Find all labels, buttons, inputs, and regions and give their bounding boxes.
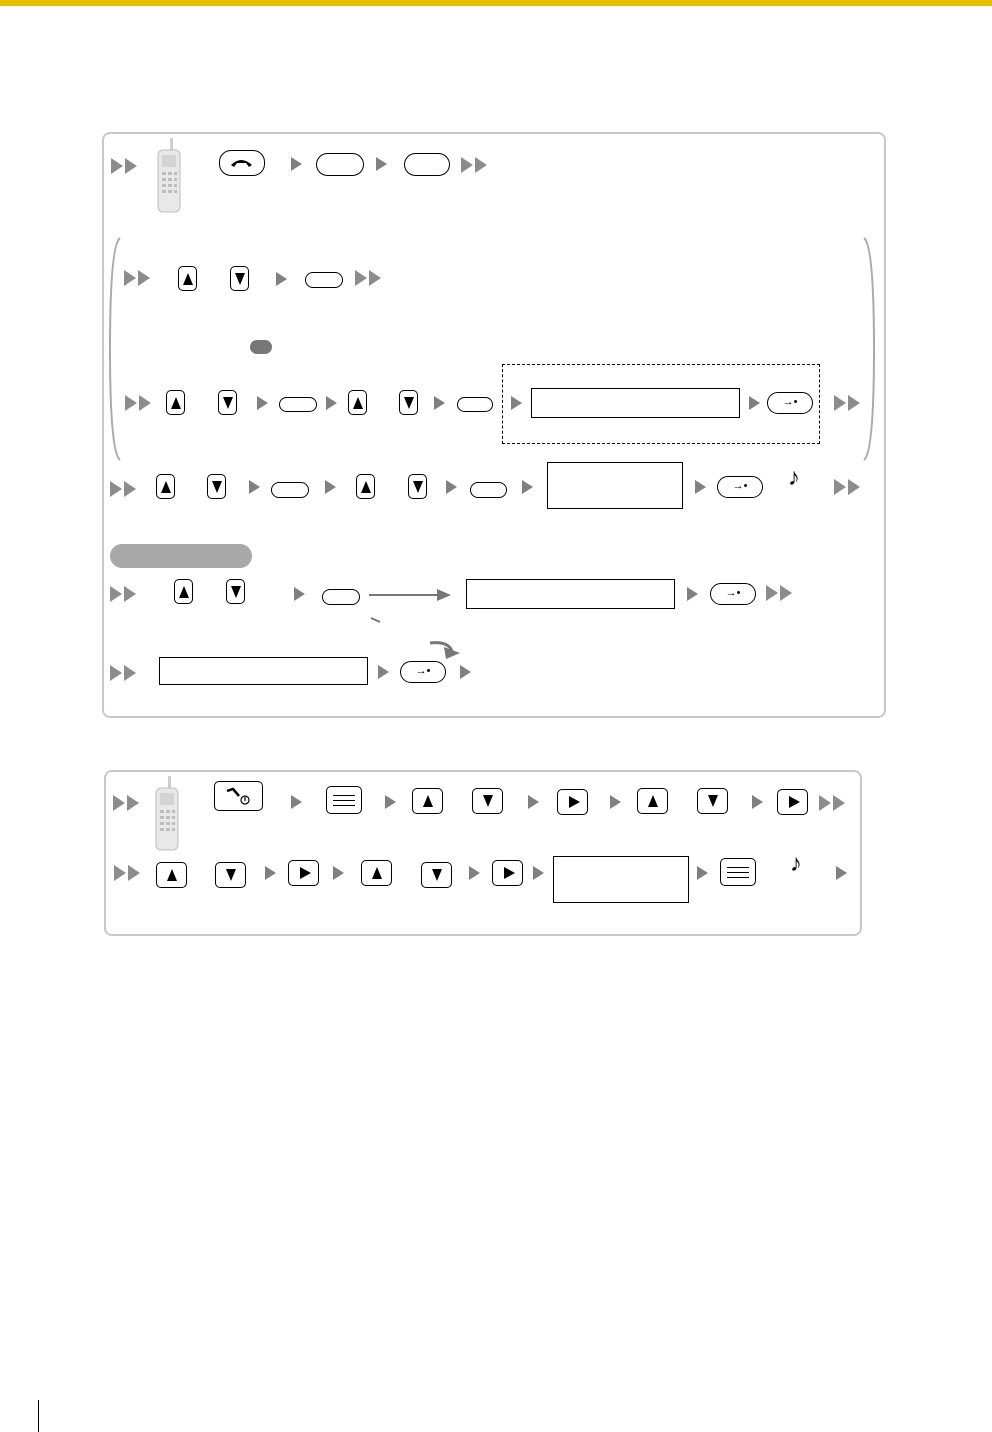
flow-continue-icon — [461, 157, 473, 173]
option-bracket-right — [862, 236, 876, 462]
bullet-dot — [250, 340, 272, 354]
flow-next-icon — [376, 157, 387, 171]
flow-next-icon — [522, 480, 533, 494]
page-margin-line — [38, 1400, 39, 1432]
header-accent-bar — [0, 0, 992, 6]
down-arrow-key-icon[interactable] — [215, 862, 246, 888]
flow-next-icon — [276, 272, 287, 286]
flow-continue-icon — [111, 158, 123, 174]
enter-key-icon[interactable]: →• — [710, 583, 756, 605]
talk-key-icon[interactable] — [219, 150, 265, 176]
flow-continue-icon — [848, 479, 860, 495]
flow-next-icon — [434, 396, 445, 410]
flow-next-icon — [533, 866, 544, 880]
cordless-handset-icon — [152, 776, 182, 852]
flow-continue-icon — [833, 795, 845, 811]
flow-next-icon — [460, 665, 471, 679]
flow-continue-icon — [124, 665, 136, 681]
confirmation-tone-icon: ♪ — [790, 850, 802, 877]
flow-next-icon — [528, 795, 539, 809]
flow-continue-icon — [113, 795, 125, 811]
flow-next-icon — [511, 396, 522, 410]
up-arrow-key-icon[interactable] — [166, 390, 185, 415]
flow-next-icon — [695, 480, 706, 494]
soft-key-1[interactable] — [316, 153, 364, 176]
flow-continue-icon — [834, 479, 846, 495]
menu-key-icon[interactable] — [720, 858, 756, 886]
soft-key[interactable] — [457, 397, 493, 412]
flow-curve-arrow — [368, 615, 468, 661]
input-field[interactable] — [466, 579, 675, 609]
flow-next-icon — [333, 866, 344, 880]
flow-next-icon — [378, 665, 389, 679]
flow-continue-icon — [125, 395, 137, 411]
flow-next-icon — [294, 587, 305, 601]
soft-key[interactable] — [322, 589, 360, 605]
flow-continue-icon — [128, 865, 140, 881]
flow-next-icon — [257, 396, 268, 410]
up-arrow-key-icon[interactable] — [156, 474, 175, 499]
flow-continue-icon — [124, 586, 136, 602]
flow-next-icon — [469, 866, 480, 880]
soft-key[interactable] — [279, 397, 317, 412]
right-arrow-key-icon[interactable] — [777, 789, 808, 815]
flow-next-icon — [291, 795, 302, 809]
flow-continue-icon — [110, 586, 122, 602]
right-arrow-key-icon[interactable] — [557, 789, 588, 815]
up-arrow-key-icon[interactable] — [412, 788, 443, 814]
flow-next-icon — [265, 866, 276, 880]
flow-continue-icon — [780, 585, 792, 601]
flow-next-icon — [385, 795, 396, 809]
down-arrow-key-icon[interactable] — [472, 788, 503, 814]
confirmation-tone-icon: ♪ — [788, 464, 800, 491]
flow-continue-icon — [848, 395, 860, 411]
up-arrow-key-icon[interactable] — [361, 860, 392, 886]
right-arrow-key-icon[interactable] — [492, 860, 523, 886]
flow-next-icon — [291, 157, 302, 171]
flow-next-icon — [446, 480, 457, 494]
flow-continue-icon — [124, 481, 136, 497]
up-arrow-key-icon[interactable] — [356, 474, 375, 499]
flow-next-icon — [610, 795, 621, 809]
up-arrow-key-icon[interactable] — [174, 579, 193, 604]
flow-next-icon — [326, 396, 337, 410]
flow-continue-icon — [110, 481, 122, 497]
enter-key-icon[interactable]: →• — [400, 661, 446, 683]
down-arrow-key-icon[interactable] — [230, 266, 249, 291]
flow-next-icon — [325, 480, 336, 494]
flow-continue-icon — [114, 865, 126, 881]
flow-continue-icon — [475, 157, 487, 173]
section-pill — [110, 544, 252, 568]
flow-continue-icon — [355, 270, 367, 286]
flow-next-icon — [836, 866, 847, 880]
soft-key[interactable] — [305, 272, 343, 288]
flow-continue-icon — [127, 795, 139, 811]
soft-key-2[interactable] — [404, 153, 450, 176]
cordless-handset-icon — [154, 138, 184, 214]
flow-next-icon — [749, 396, 760, 410]
flow-next-icon — [249, 480, 260, 494]
flow-next-icon — [752, 795, 763, 809]
flow-continue-icon — [139, 395, 151, 411]
cancel-power-key-icon[interactable] — [214, 781, 263, 811]
input-field[interactable] — [159, 657, 368, 685]
flow-continue-icon — [369, 270, 381, 286]
flow-continue-icon — [125, 158, 137, 174]
up-arrow-key-icon[interactable] — [348, 390, 367, 415]
option-bracket-left — [108, 236, 122, 462]
down-arrow-key-icon[interactable] — [408, 474, 427, 499]
soft-key[interactable] — [470, 482, 507, 498]
enter-key-icon[interactable]: →• — [767, 392, 813, 414]
enter-key-icon[interactable]: →• — [717, 476, 763, 498]
flow-line-arrow — [369, 586, 453, 604]
display-box — [553, 856, 689, 903]
flow-continue-icon — [110, 665, 122, 681]
up-arrow-key-icon[interactable] — [178, 266, 197, 291]
soft-key[interactable] — [271, 482, 309, 498]
down-arrow-key-icon[interactable] — [226, 579, 245, 604]
input-field[interactable] — [531, 388, 740, 418]
menu-key-icon[interactable] — [326, 786, 362, 814]
display-box — [547, 462, 683, 509]
flow-continue-icon — [766, 585, 778, 601]
down-arrow-key-icon[interactable] — [218, 390, 237, 415]
flow-next-icon — [687, 587, 698, 601]
flow-next-icon — [697, 866, 708, 880]
right-arrow-key-icon[interactable] — [288, 860, 319, 886]
down-arrow-key-icon[interactable] — [399, 390, 418, 415]
up-arrow-key-icon[interactable] — [637, 788, 668, 814]
flow-continue-icon — [834, 395, 846, 411]
flow-continue-icon — [819, 795, 831, 811]
up-arrow-key-icon[interactable] — [156, 862, 187, 888]
flow-continue-icon — [124, 270, 136, 286]
down-arrow-key-icon[interactable] — [697, 788, 728, 814]
flow-continue-icon — [138, 270, 150, 286]
down-arrow-key-icon[interactable] — [207, 474, 226, 499]
down-arrow-key-icon[interactable] — [421, 862, 452, 888]
